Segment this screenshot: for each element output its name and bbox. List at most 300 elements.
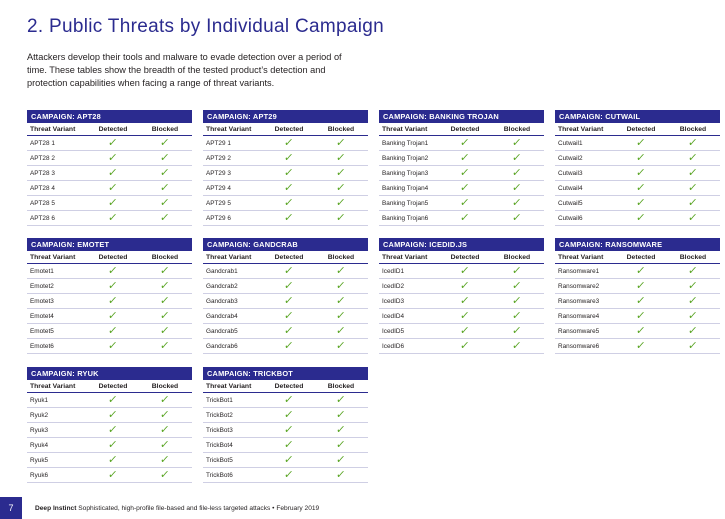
threat-variant-name: Gandcrab5 [203, 324, 264, 339]
detected-cell [88, 468, 138, 483]
blocked-check-icon: ✓ [687, 339, 699, 352]
column-header-blocked: Blocked [138, 123, 192, 136]
threat-variant-name: TrickBot4 [203, 438, 264, 453]
blocked-check-icon: ✓ [159, 196, 171, 209]
threat-variant-name: Ransomware1 [555, 264, 616, 279]
detected-cell [264, 408, 314, 423]
campaign-title: CAMPAIGN: CUTWAIL [555, 110, 720, 123]
detected-cell [88, 324, 138, 339]
detected-cell [88, 166, 138, 181]
threat-variant-name: APT29 4 [203, 181, 264, 196]
threat-variant-name: TrickBot6 [203, 468, 264, 483]
table-header-row [203, 123, 368, 136]
threat-variant-name: APT29 1 [203, 136, 264, 151]
blocked-cell [666, 264, 720, 279]
blocked-check-icon: ✓ [335, 393, 347, 406]
threat-variant-name: APT28 5 [27, 196, 88, 211]
threat-variant-name: Gandcrab2 [203, 279, 264, 294]
blocked-check-icon: ✓ [335, 324, 347, 337]
threat-variant-name: Cutwail5 [555, 196, 616, 211]
detected-check-icon: ✓ [635, 294, 647, 307]
threat-variant-name: Emotet1 [27, 264, 88, 279]
campaign-results-table [555, 123, 720, 226]
detected-cell [264, 279, 314, 294]
blocked-check-icon: ✓ [159, 468, 171, 481]
blocked-cell [314, 393, 368, 408]
blocked-check-icon: ✓ [687, 151, 699, 164]
detected-check-icon: ✓ [107, 136, 119, 149]
blocked-cell [666, 136, 720, 151]
detected-cell [88, 279, 138, 294]
column-header-variant: Threat Variant [27, 380, 88, 393]
table-row [555, 181, 720, 196]
detected-cell [88, 438, 138, 453]
blocked-cell [490, 279, 544, 294]
blocked-check-icon: ✓ [159, 453, 171, 466]
blocked-check-icon: ✓ [159, 438, 171, 451]
table-header-row [27, 380, 192, 393]
table-row [203, 279, 368, 294]
detected-cell [616, 136, 666, 151]
table-row [555, 294, 720, 309]
footer-description: Sophisticated, high-profile file-based and file-less targeted attacks [78, 505, 271, 512]
threat-variant-name: Emotet5 [27, 324, 88, 339]
blocked-cell [314, 408, 368, 423]
column-header-variant: Threat Variant [555, 123, 616, 136]
blocked-cell [314, 339, 368, 354]
table-row [203, 309, 368, 324]
table-header-row [555, 123, 720, 136]
table-row [203, 408, 368, 423]
threat-variant-name: IcedID3 [379, 294, 440, 309]
detected-check-icon: ✓ [459, 196, 471, 209]
column-header-detected: Detected [264, 251, 314, 264]
table-header-row [203, 251, 368, 264]
table-row [379, 196, 544, 211]
table-row [379, 324, 544, 339]
table-header-row [27, 123, 192, 136]
blocked-check-icon: ✓ [335, 468, 347, 481]
blocked-cell [490, 324, 544, 339]
campaign-title: CAMPAIGN: GANDCRAB [203, 238, 368, 251]
table-row [27, 151, 192, 166]
table-row [555, 151, 720, 166]
blocked-cell [314, 211, 368, 226]
detected-check-icon: ✓ [107, 309, 119, 322]
detected-check-icon: ✓ [283, 196, 295, 209]
footer-date: February 2019 [276, 505, 320, 512]
detected-cell [264, 393, 314, 408]
blocked-cell [138, 181, 192, 196]
blocked-cell [138, 294, 192, 309]
detected-check-icon: ✓ [107, 468, 119, 481]
blocked-check-icon: ✓ [511, 196, 523, 209]
blocked-check-icon: ✓ [687, 136, 699, 149]
detected-check-icon: ✓ [459, 324, 471, 337]
campaign-title: CAMPAIGN: TRICKBOT [203, 367, 368, 380]
blocked-cell [314, 438, 368, 453]
campaign-results-table [379, 123, 544, 226]
table-row [379, 181, 544, 196]
detected-check-icon: ✓ [459, 309, 471, 322]
detected-check-icon: ✓ [107, 264, 119, 277]
table-header-row [379, 251, 544, 264]
table-row [555, 264, 720, 279]
campaign-title: CAMPAIGN: EMOTET [27, 238, 192, 251]
blocked-cell [314, 136, 368, 151]
blocked-cell [314, 294, 368, 309]
threat-variant-name: Ryuk6 [27, 468, 88, 483]
footer [35, 505, 319, 512]
column-header-variant: Threat Variant [379, 123, 440, 136]
page-title: 2. Public Threats by Individual Campaign [27, 16, 385, 37]
detected-check-icon: ✓ [283, 393, 295, 406]
detected-check-icon: ✓ [635, 279, 647, 292]
threat-variant-name: Cutwail2 [555, 151, 616, 166]
campaign-results-table [555, 251, 720, 354]
blocked-check-icon: ✓ [335, 196, 347, 209]
blocked-check-icon: ✓ [159, 423, 171, 436]
table-row [203, 166, 368, 181]
detected-check-icon: ✓ [635, 339, 647, 352]
table-row [379, 339, 544, 354]
table-header-row [379, 123, 544, 136]
column-header-blocked: Blocked [138, 251, 192, 264]
threat-variant-name: TrickBot5 [203, 453, 264, 468]
threat-variant-name: Ryuk2 [27, 408, 88, 423]
detected-check-icon: ✓ [459, 181, 471, 194]
table-row [27, 196, 192, 211]
detected-check-icon: ✓ [459, 211, 471, 224]
table-row [555, 211, 720, 226]
blocked-cell [138, 309, 192, 324]
blocked-cell [314, 151, 368, 166]
campaign-table [27, 110, 192, 226]
detected-cell [440, 279, 490, 294]
blocked-check-icon: ✓ [159, 264, 171, 277]
blocked-check-icon: ✓ [335, 294, 347, 307]
detected-check-icon: ✓ [107, 339, 119, 352]
detected-cell [616, 264, 666, 279]
table-row [555, 339, 720, 354]
blocked-cell [666, 339, 720, 354]
table-header-row [27, 251, 192, 264]
detected-cell [264, 136, 314, 151]
detected-cell [88, 408, 138, 423]
detected-check-icon: ✓ [635, 309, 647, 322]
detected-check-icon: ✓ [459, 151, 471, 164]
table-row [203, 136, 368, 151]
column-header-blocked: Blocked [490, 251, 544, 264]
blocked-check-icon: ✓ [511, 166, 523, 179]
detected-cell [440, 181, 490, 196]
detected-check-icon: ✓ [107, 453, 119, 466]
detected-cell [88, 264, 138, 279]
blocked-check-icon: ✓ [511, 324, 523, 337]
campaign-results-table [27, 380, 192, 483]
table-row [27, 181, 192, 196]
column-header-detected: Detected [88, 380, 138, 393]
campaign-table [203, 238, 368, 354]
detected-check-icon: ✓ [635, 151, 647, 164]
page-number: 7 [0, 497, 22, 519]
detected-check-icon: ✓ [635, 196, 647, 209]
detected-cell [616, 196, 666, 211]
table-row [27, 408, 192, 423]
threat-variant-name: APT29 2 [203, 151, 264, 166]
table-header-row [203, 380, 368, 393]
detected-check-icon: ✓ [283, 181, 295, 194]
threat-variant-name: Cutwail6 [555, 211, 616, 226]
blocked-cell [666, 181, 720, 196]
detected-cell [264, 151, 314, 166]
blocked-cell [314, 196, 368, 211]
blocked-cell [490, 151, 544, 166]
detected-check-icon: ✓ [107, 324, 119, 337]
table-row [203, 294, 368, 309]
detected-check-icon: ✓ [459, 339, 471, 352]
detected-cell [616, 181, 666, 196]
detected-cell [440, 339, 490, 354]
threat-variant-name: TrickBot2 [203, 408, 264, 423]
table-row [203, 393, 368, 408]
detected-cell [440, 136, 490, 151]
detected-check-icon: ✓ [107, 423, 119, 436]
detected-cell [616, 166, 666, 181]
detected-check-icon: ✓ [107, 393, 119, 406]
threat-variant-name: IcedID4 [379, 309, 440, 324]
table-row [203, 453, 368, 468]
detected-check-icon: ✓ [283, 151, 295, 164]
threat-variant-name: Emotet2 [27, 279, 88, 294]
column-header-variant: Threat Variant [203, 380, 264, 393]
column-header-blocked: Blocked [314, 123, 368, 136]
detected-check-icon: ✓ [635, 324, 647, 337]
blocked-cell [138, 438, 192, 453]
campaign-table [203, 367, 368, 483]
detected-cell [440, 211, 490, 226]
blocked-cell [666, 211, 720, 226]
blocked-check-icon: ✓ [159, 393, 171, 406]
blocked-check-icon: ✓ [335, 166, 347, 179]
table-row [27, 279, 192, 294]
blocked-cell [138, 279, 192, 294]
threat-variant-name: IcedID2 [379, 279, 440, 294]
blocked-cell [138, 211, 192, 226]
threat-variant-name: Ransomware4 [555, 309, 616, 324]
blocked-check-icon: ✓ [687, 264, 699, 277]
detected-cell [88, 136, 138, 151]
column-header-blocked: Blocked [490, 123, 544, 136]
table-row [27, 453, 192, 468]
threat-variant-name: APT28 2 [27, 151, 88, 166]
detected-check-icon: ✓ [283, 166, 295, 179]
column-header-blocked: Blocked [138, 380, 192, 393]
detected-check-icon: ✓ [459, 294, 471, 307]
table-row [203, 264, 368, 279]
table-row [203, 438, 368, 453]
blocked-cell [138, 408, 192, 423]
table-row [379, 151, 544, 166]
table-row [203, 181, 368, 196]
detected-cell [88, 423, 138, 438]
detected-check-icon: ✓ [283, 309, 295, 322]
threat-variant-name: Cutwail3 [555, 166, 616, 181]
blocked-check-icon: ✓ [159, 211, 171, 224]
threat-variant-name: Ransomware3 [555, 294, 616, 309]
column-header-blocked: Blocked [314, 380, 368, 393]
blocked-cell [666, 324, 720, 339]
campaign-table [203, 110, 368, 226]
blocked-check-icon: ✓ [335, 151, 347, 164]
threat-variant-name: Ryuk5 [27, 453, 88, 468]
threat-variant-name: Cutwail4 [555, 181, 616, 196]
column-header-blocked: Blocked [666, 123, 720, 136]
table-row [203, 211, 368, 226]
blocked-check-icon: ✓ [159, 324, 171, 337]
detected-cell [616, 211, 666, 226]
detected-cell [264, 181, 314, 196]
threat-variant-name: APT29 3 [203, 166, 264, 181]
detected-cell [440, 166, 490, 181]
campaign-title: CAMPAIGN: APT29 [203, 110, 368, 123]
column-header-detected: Detected [264, 380, 314, 393]
column-header-variant: Threat Variant [27, 123, 88, 136]
detected-cell [264, 339, 314, 354]
table-row [379, 294, 544, 309]
table-row [203, 339, 368, 354]
threat-variant-name: Banking Trojan2 [379, 151, 440, 166]
blocked-cell [138, 423, 192, 438]
threat-variant-name: IcedID6 [379, 339, 440, 354]
detected-check-icon: ✓ [107, 408, 119, 421]
table-row [555, 324, 720, 339]
detected-check-icon: ✓ [459, 264, 471, 277]
footer-bullet: • [272, 505, 275, 512]
detected-cell [88, 181, 138, 196]
blocked-check-icon: ✓ [511, 309, 523, 322]
campaign-table [555, 110, 720, 226]
footer-brand: Deep Instinct [35, 505, 77, 512]
blocked-cell [138, 151, 192, 166]
column-header-blocked: Blocked [314, 251, 368, 264]
blocked-cell [666, 151, 720, 166]
blocked-check-icon: ✓ [511, 294, 523, 307]
detected-cell [88, 211, 138, 226]
threat-variant-name: Ryuk1 [27, 393, 88, 408]
blocked-check-icon: ✓ [159, 181, 171, 194]
blocked-check-icon: ✓ [511, 211, 523, 224]
detected-check-icon: ✓ [283, 294, 295, 307]
blocked-cell [490, 136, 544, 151]
blocked-check-icon: ✓ [511, 339, 523, 352]
threat-variant-name: TrickBot1 [203, 393, 264, 408]
detected-check-icon: ✓ [635, 211, 647, 224]
blocked-cell [314, 264, 368, 279]
column-header-variant: Threat Variant [27, 251, 88, 264]
blocked-check-icon: ✓ [335, 279, 347, 292]
threat-variant-name: Ryuk4 [27, 438, 88, 453]
blocked-check-icon: ✓ [335, 309, 347, 322]
campaign-title: CAMPAIGN: ICEDID.JS [379, 238, 544, 251]
blocked-check-icon: ✓ [687, 211, 699, 224]
detected-cell [616, 279, 666, 294]
column-header-detected: Detected [88, 123, 138, 136]
blocked-check-icon: ✓ [159, 309, 171, 322]
detected-check-icon: ✓ [107, 211, 119, 224]
detected-check-icon: ✓ [283, 468, 295, 481]
campaign-table [379, 110, 544, 226]
threat-variant-name: Gandcrab6 [203, 339, 264, 354]
detected-cell [88, 393, 138, 408]
blocked-check-icon: ✓ [511, 136, 523, 149]
blocked-check-icon: ✓ [335, 453, 347, 466]
detected-check-icon: ✓ [459, 136, 471, 149]
blocked-check-icon: ✓ [335, 339, 347, 352]
blocked-cell [314, 324, 368, 339]
column-header-variant: Threat Variant [203, 123, 264, 136]
threat-variant-name: Ransomware2 [555, 279, 616, 294]
blocked-cell [490, 211, 544, 226]
column-header-detected: Detected [440, 251, 490, 264]
blocked-cell [490, 166, 544, 181]
blocked-check-icon: ✓ [511, 279, 523, 292]
blocked-cell [666, 309, 720, 324]
column-header-detected: Detected [88, 251, 138, 264]
detected-check-icon: ✓ [459, 279, 471, 292]
detected-check-icon: ✓ [283, 438, 295, 451]
detected-check-icon: ✓ [635, 181, 647, 194]
table-row [27, 423, 192, 438]
table-row [555, 166, 720, 181]
blocked-cell [314, 279, 368, 294]
campaign-title: CAMPAIGN: RANSOMWARE [555, 238, 720, 251]
table-row [379, 166, 544, 181]
detected-cell [88, 309, 138, 324]
table-row [203, 196, 368, 211]
campaign-table [27, 367, 192, 483]
campaign-title: CAMPAIGN: RYUK [27, 367, 192, 380]
blocked-check-icon: ✓ [335, 438, 347, 451]
table-row [203, 324, 368, 339]
table-row [203, 151, 368, 166]
detected-cell [264, 423, 314, 438]
table-row [27, 166, 192, 181]
blocked-check-icon: ✓ [687, 309, 699, 322]
blocked-cell [138, 324, 192, 339]
column-header-detected: Detected [616, 251, 666, 264]
blocked-cell [666, 294, 720, 309]
blocked-cell [138, 453, 192, 468]
table-row [555, 196, 720, 211]
detected-cell [440, 264, 490, 279]
campaign-table [379, 238, 544, 354]
campaign-results-table [27, 123, 192, 226]
blocked-cell [490, 264, 544, 279]
detected-check-icon: ✓ [283, 324, 295, 337]
column-header-blocked: Blocked [666, 251, 720, 264]
detected-cell [440, 151, 490, 166]
table-row [27, 264, 192, 279]
blocked-cell [314, 181, 368, 196]
campaign-results-table [27, 251, 192, 354]
column-header-detected: Detected [440, 123, 490, 136]
column-header-detected: Detected [616, 123, 666, 136]
blocked-cell [490, 181, 544, 196]
detected-check-icon: ✓ [107, 279, 119, 292]
blocked-check-icon: ✓ [335, 136, 347, 149]
table-row [555, 309, 720, 324]
